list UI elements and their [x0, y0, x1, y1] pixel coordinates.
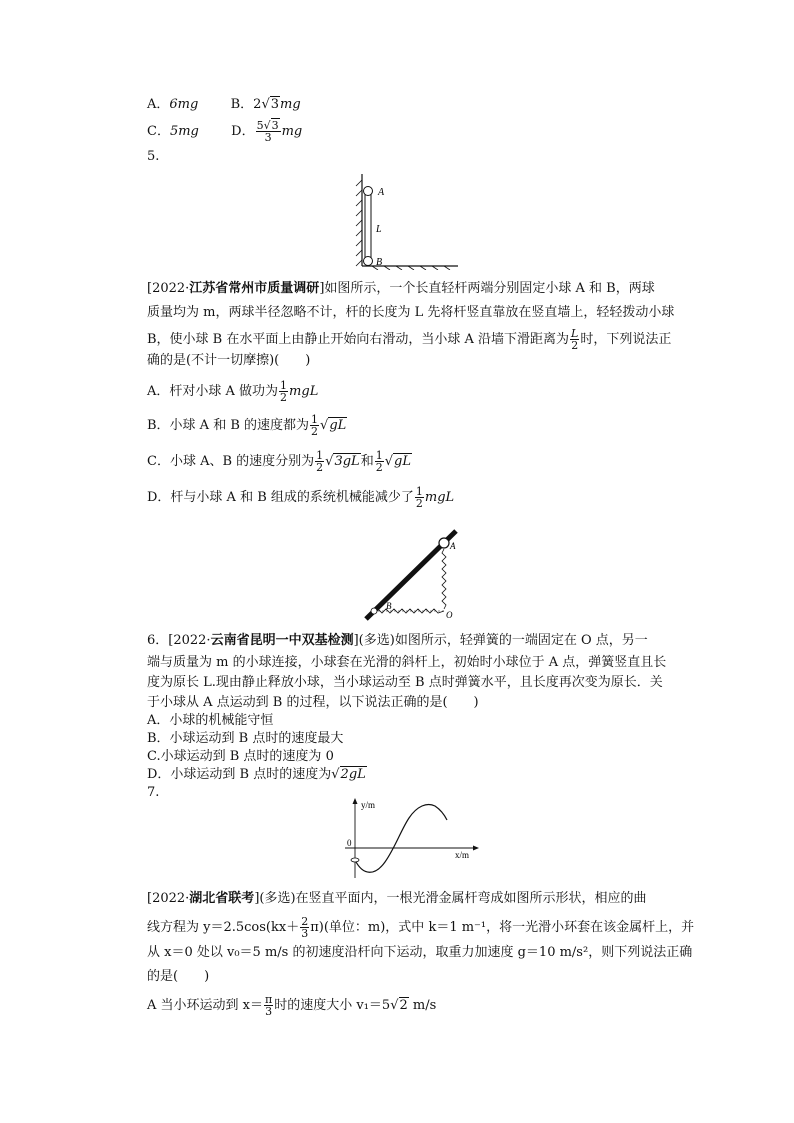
- q5-line-2: 质量均为 m，两球半径忽略不计，杆的长度为 L 先将杆竖直靠放在竖直墙上，轻轻拨动小球: [147, 305, 675, 320]
- q7-source-close: ]: [254, 891, 260, 906]
- q4-option-d-unit: mg: [281, 124, 303, 139]
- q6-label-b: B: [386, 601, 392, 611]
- q6-option-d: D．小球运动到 B 点时的速度为√2gL: [147, 767, 366, 782]
- q5-label-a: A: [378, 187, 385, 198]
- q5-number: 5.: [147, 149, 160, 164]
- q6-option-c: C.小球运动到 B 点时的速度为 0: [147, 749, 334, 764]
- q5-source-name: 江苏省常州市质量调研: [189, 281, 320, 296]
- q6-source-name: 云南省昆明一中双基检测: [210, 633, 354, 648]
- q5-option-b: B．小球 A 和 B 的速度都为 $\frac{1}{2}$ √gL: [147, 413, 347, 438]
- q5-option-c: C．小球 A、B 的速度分别为 $\frac{1}{2}$ √3gL和 $\frac{1}{2}$ √gL: [147, 449, 411, 474]
- q5-text-3-post: 时，下列说法正: [580, 332, 672, 347]
- q4-option-a-value: 6mg: [169, 97, 199, 112]
- q6-line-2: 端与质量为 m 的小球连接，小球套在光滑的斜杆上，初始时小球位于 A 点，弹簧竖直且长: [147, 655, 667, 670]
- q6-incline-spring-figure: [356, 525, 466, 625]
- q5-wall-rod-figure: [352, 170, 462, 270]
- q7-source-name: 湖北省联考: [189, 891, 255, 906]
- q4-option-c-value: 5mg: [169, 124, 199, 139]
- q7-option-a: A 当小环运动到 x＝ $\frac{\pi}{3}$ 时的速度大小 v₁＝5√2 m/s: [147, 993, 437, 1018]
- q6-label-a: A: [450, 541, 456, 551]
- q6-source-open: [2022·: [168, 633, 211, 648]
- q5-line-3: [147, 328, 671, 351]
- q7-text-1: (多选)在竖直平面内，一根光滑金属杆弯成如图所示形状，相应的曲: [259, 891, 647, 906]
- q7-line-2: 线方程为 y＝2.5cos(kx＋ $\frac{2}{3}$ π)(单位：m)，式中 k＝1 m⁻¹，将一光滑小环套在该金属杆上，并: [147, 915, 695, 940]
- q7-line-4: 的是( ): [147, 969, 210, 984]
- q5-line-4: 确的是(不计一切摩擦)( ): [147, 353, 311, 368]
- q4-option-b-coef: 2: [253, 97, 262, 112]
- q7-label-y: y/m: [361, 800, 376, 810]
- q5-label-b: B: [376, 257, 383, 268]
- q4-option-row-1: [147, 96, 301, 114]
- q7-curve-figure: [335, 796, 485, 880]
- q4-option-a-label: A．: [147, 97, 170, 112]
- q5-text-1: 如图所示，一个长直轻杆两端分别固定小球 A 和 B，两球: [324, 281, 655, 296]
- q6-option-a: A．小球的机械能守恒: [147, 713, 274, 728]
- q4-option-d-fraction: $\frac{5√3}{3}$: [256, 119, 279, 144]
- q6-line-4: 于小球从 A 点运动到 B 的过程，以下说法正确的是( ): [147, 695, 479, 710]
- q5-text-3-pre: B，使小球 B 在水平面上由静止开始向右滑动，当小球 A 沿墙下滑距离为: [147, 332, 570, 347]
- q6-text-1: (多选)如图所示，轻弹簧的一端固定在 O 点，另一: [358, 633, 648, 648]
- q6-line-3: 度为原长 L.现由静止释放小球，当小球运动至 B 点时弹簧水平，且长度再次变为原长．关: [147, 675, 663, 690]
- q4-option-d-label: D．: [231, 124, 255, 139]
- q5-option-a: A．杆对小球 A 做功为 $\frac{1}{2}$ mgL: [147, 379, 319, 404]
- q5-source-close: ]: [319, 281, 325, 296]
- q6-label-o: O: [446, 610, 453, 620]
- q6-number: 6．: [147, 633, 169, 648]
- q7-line-1: [147, 890, 647, 908]
- q4-option-b-label: B．: [230, 97, 254, 112]
- q6-option-b: B．小球运动到 B 点时的速度最大: [147, 731, 344, 746]
- q5-option-d: D．杆与小球 A 和 B 组成的系统机械能减少了 $\frac{1}{2}$ mgL: [147, 485, 455, 510]
- q4-option-row-2: [147, 120, 302, 143]
- q4-option-b-unit: mg: [280, 97, 301, 112]
- q4-option-c-label: C．: [147, 124, 170, 139]
- q5-label-l: L: [376, 224, 382, 235]
- q7-label-origin: 0: [347, 838, 352, 848]
- q7-source-open: [2022·: [147, 891, 190, 906]
- q6-line-1: [147, 632, 648, 650]
- q7-line-3: 从 x＝0 处以 v₀＝5 m/s 的初速度沿杆向下运动，取重力加速度 g＝10 m/s²，则下列说法正确: [147, 945, 693, 960]
- q7-number: 7.: [147, 785, 160, 800]
- q4-option-b-radical: √3: [261, 97, 280, 112]
- q6-source-close: ]: [353, 633, 359, 648]
- q5-line-1: [147, 280, 655, 298]
- q5-source-open: [2022·: [147, 281, 190, 296]
- q5-fraction-l-2: $\frac{L}{2}$: [571, 327, 579, 352]
- q7-label-x: x/m: [455, 850, 470, 860]
